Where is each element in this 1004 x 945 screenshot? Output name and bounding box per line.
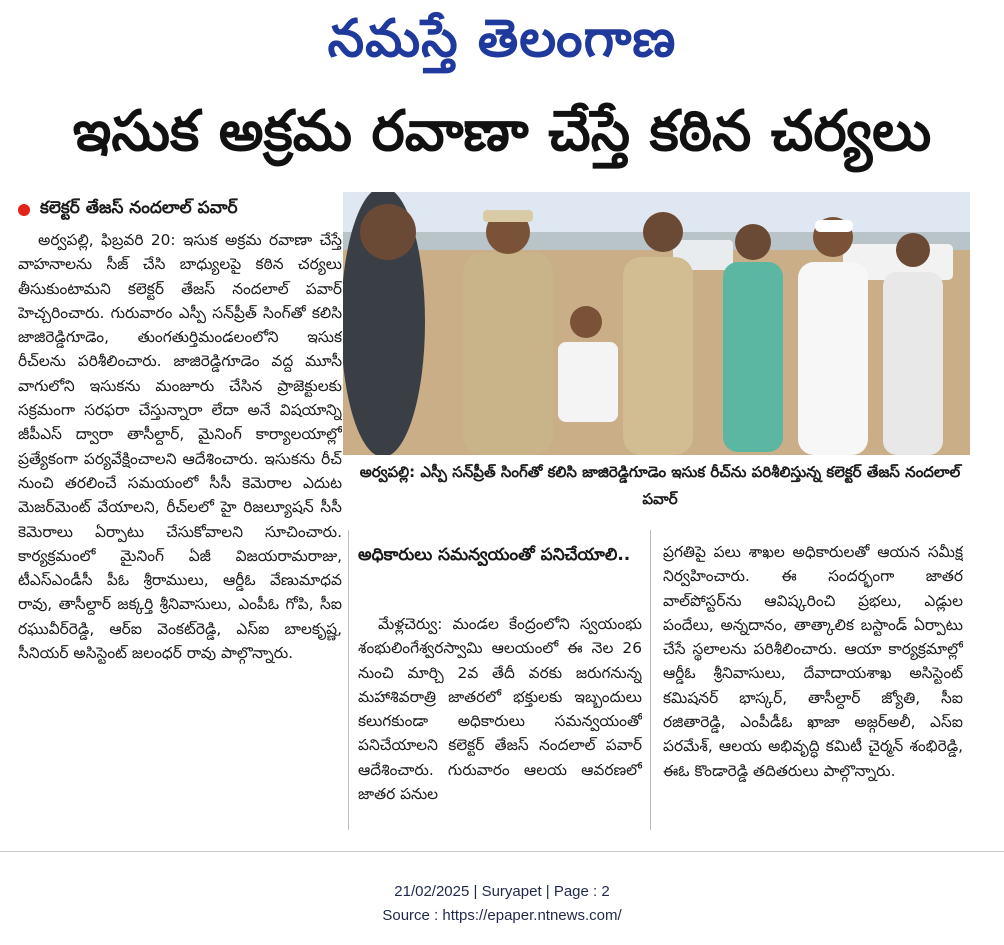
footer-date-line: 21/02/2025 | Suryapet | Page : 2 [394, 883, 610, 900]
article-column-2 [358, 612, 642, 834]
article-body-second: మేళ్లచెర్వు: మండల కేంద్రంలోని స్వయంభు శంభులింగేశ్వరస్వామి ఆలయంలో ఈ నెల 26 నుంచి మార్చి 2వ తేదీ వరకు జరుగనున్న మహాశివరాత్రి జాతరలో భక్తులకు ఇబ్బందులు కలుగకుండా అధికారులు సమన్వయంతో పనిచేయాలని కలెక్టర్ తేజస్ నందలాల్ పవార్ ఆదేశించారు. గురువారం ఆలయ ఆవరణలో జాతర పనుల [358, 615, 642, 804]
sub-headline: అధికారులు సమన్వయంతో పనిచేయాలి.. [358, 545, 631, 565]
column-divider [650, 530, 651, 830]
byline-text: కలెక్టర్ తేజస్ నందలాల్ పవార్ [40, 198, 238, 218]
column-divider [348, 530, 349, 830]
article-column-1 [18, 228, 342, 832]
newspaper-masthead: నమస్తే తెలంగాణ [327, 9, 677, 69]
news-photo [343, 192, 970, 455]
photo-caption: అర్వపల్లి: ఎస్పీ సన్‌ప్రీత్ సింగ్‌తో కలిసి జాజిరెడ్డిగూడెం ఇసుక రీచ్‌ను పరిశీలిస్తున్న కలెక్టర్ తేజస్ నందలాల్ పవార్ [359, 463, 961, 508]
page-footer [0, 880, 1004, 930]
article-body-main: అర్వపల్లి, ఫిబ్రవరి 20: ఇసుక అక్రమ రవాణా చేస్తే వాహనాలను సీజ్ చేసి బాధ్యులపై కఠిన చర్యలు తీసుకుంటామని కలెక్టర్ తేజస్ నందలాల్ పవార్ హెచ్చరించారు. గురువారం ఎస్పీ సన్‌ప్రీత్ సింగ్‌తో కలిసి జాజిరెడ్డిగూడెం, తుంగతుర్తిమండలంలోని ఇసుక రీచ్‌లను పరిశీలించారు. జాజిరెడ్డిగూడెం వద్ద మూసీ వాగులోని ఇసుకను మంజూరు చేసిన ప్రాజెక్టులకు సక్రమంగా సరఫరా చేస్తున్నారా లేదా అనే విషయాన్ని జీపీఎస్ ద్వారా తాసీల్దార్, మైనింగ్ కార్యాలయాల్లో ప్రత్యేకంగా పర్యవేక్షించాలని ఆదేశించారు. ఇసుకను రీచ్ నుంచి తరలించే సమయంలో సీసీ కెమెరాల ఎదుట మెజర్‌మెంట్ వేయాలని, రీచ్‌లలో హై రిజల్యూషన్ సీసీ కెమెరాలు ఏర్పాటు చేసుకోవాలని సూచించారు. కార్యక్రమంలో మైనింగ్ ఏజీ విజయరామరాజు, టీఎస్ఎండీసీ పీఓ శ్రీరాములు, ఆర్డీఓ వేణుమాధవ రావు, తాసీల్దార్ జక్కర్తి శ్రీనివాసులు, ఎంపీఓ గోపి, సీఐ రఘువీర్‌రెడ్డి, ఆర్ఐ వెంకట్‌రెడ్డి, ఎస్ఐ బాలకృష్ణ, సీనియర్ అసిస్టెంట్ జలంధర్ రావు పాల్గొన్నారు. [18, 231, 342, 663]
article-column-3 [663, 540, 963, 834]
article-headline: ఇసుక అక్రమ రవాణా చేస్తే కఠిన చర్యలు [72, 99, 932, 164]
footer-divider [0, 851, 1004, 852]
photo-illustration [343, 192, 970, 455]
article-body-third: ప్రగతిపై పలు శాఖల అధికారులతో ఆయన సమీక్ష నిర్వహించారు. ఈ సందర్భంగా జాతర వాల్‌పోస్టర్‌ను ఆవిష్కరించి ప్రభలు, ఎడ్లుల పందేలు, అన్నదానం, తాత్కాలిక బస్టాండ్ ఏర్పాటు చేసే స్థలాలను పరిశీలించారు. ఆయా కార్యక్రమాల్లో ఆర్డీఓ శ్రీనివాసులు, దేవాదాయశాఖ అసిస్టెంట్ కమిషనర్ భాస్కర్, తాసీల్దార్ జ్యోతి, సీఐ రజితారెడ్డి, ఎంపీడీఓ ఖాజా అజ్గర్‌అలీ, ఎస్ఐ పరమేశ్, ఆలయ అభివృద్ధి కమిటీ చైర్మన్ శంభిరెడ్డి, ఈఓ కొండారెడ్డి తదితరులు పాల్గొన్నారు. [663, 543, 963, 780]
bullet-icon [18, 204, 30, 216]
byline [18, 196, 358, 224]
footer-source-link[interactable]: Source : https://epaper.ntnews.com/ [382, 907, 622, 924]
